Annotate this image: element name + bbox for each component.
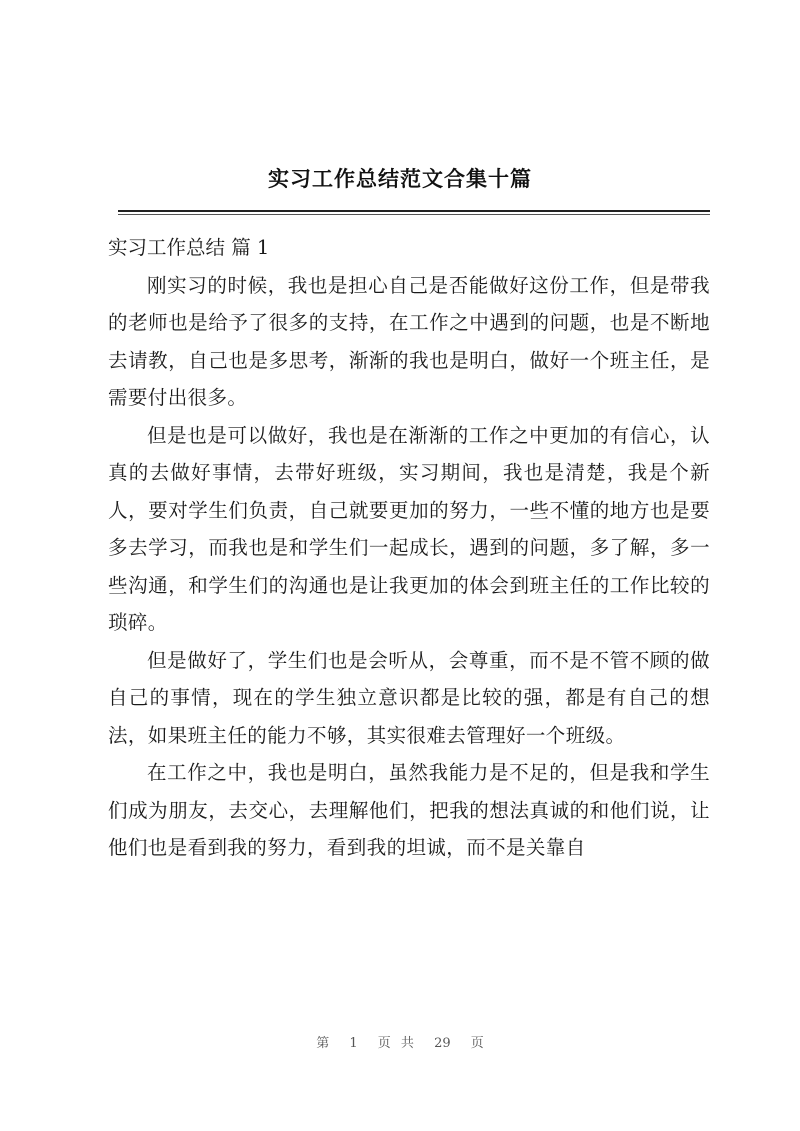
footer-label-of: 页 共 <box>377 1036 414 1051</box>
document-body <box>108 229 710 867</box>
paragraph-1: 刚实习的时候，我也是担心自己是否能做好这份工作，但是带我的老师也是给予了很多的支持，在工作之中遇到的问题，也是不断地去请教，自己也是多思考，渐渐的我也是明白，做好一个班主任，是需要付出很多。 <box>108 273 710 409</box>
paragraph-4: 在工作之中，我也是明白，虽然我能力是不足的，但是我和学生们成为朋友，去交心，去理解他们，把我的想法真诚的和他们说，让他们也是看到我的努力，看到我的坦诚，而不是关靠自 <box>108 761 710 859</box>
paragraph-2: 但是也是可以做好，我也是在渐渐的工作之中更加的有信心，认真的去做好事情，去带好班级，实习期间，我也是清楚，我是个新人，要对学生们负责，自己就要更加的努力，一些不懂的地方也是要多去学习，而我也是和学生们一起成长，遇到的问题，多了解，多一些沟通，和学生们的沟通也是让我更加的体会到班主任的工作比较的琐碎。 <box>108 423 710 634</box>
footer-label-page: 第 <box>316 1036 330 1051</box>
paragraph-3: 但是做好了，学生们也是会听从，会尊重，而不是不管不顾的做自己的事情，现在的学生独立意识都是比较的强，都是有自己的想法，如果班主任的能力不够，其实很难去管理好一个班级。 <box>108 648 710 747</box>
page-footer <box>0 1032 800 1051</box>
footer-total-pages: 29 <box>434 1036 451 1051</box>
footer-label-pages: 页 <box>470 1036 484 1051</box>
section-heading: 实习工作总结 篇 1 <box>108 236 270 259</box>
document-title: 实习工作总结范文合集十篇 <box>268 167 532 191</box>
title-rule-thick <box>118 210 710 212</box>
footer-current-page: 1 <box>349 1036 358 1051</box>
title-rule-thin <box>118 214 710 215</box>
